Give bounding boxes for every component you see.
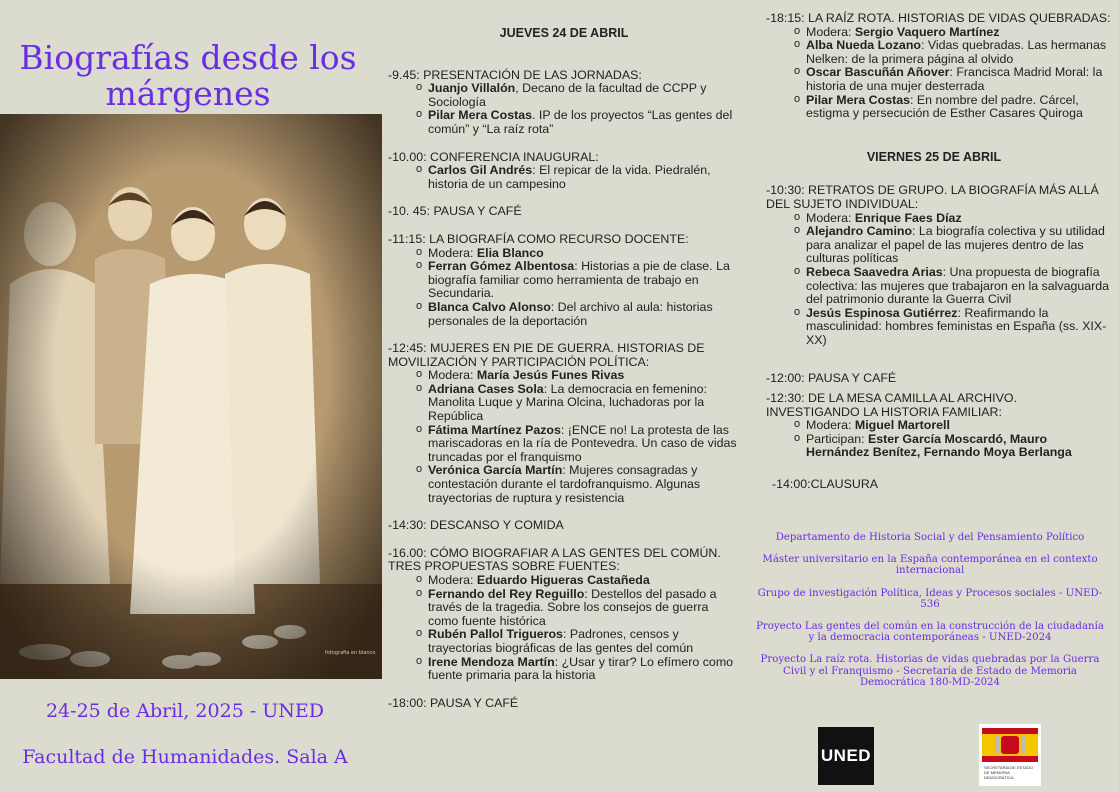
session-block: [388, 342, 740, 505]
speaker-list: [416, 164, 740, 191]
historical-photo: [0, 114, 382, 679]
session-block: [388, 697, 740, 711]
session-title: -14:30: DESCANSO Y COMIDA: [388, 518, 564, 533]
speaker-role: Modera:: [806, 418, 855, 433]
talk-title: : El repicar de la vida. Piedralén, historia de un campesino: [428, 163, 711, 191]
session-title: -12:00: PAUSA Y CAFÉ: [766, 371, 897, 386]
talk-title: : En nombre del padre. Cárcel, estigma y persecución de Esther Casares Quiroga: [806, 92, 1083, 121]
speaker-item: [416, 464, 740, 505]
speaker-item: [416, 109, 740, 136]
speaker-name: Verónica García Martín: [428, 463, 563, 478]
session-title: -18:15: LA RAÍZ ROTA. HISTORIAS DE VIDAS QUEBRADAS:: [766, 11, 1111, 25]
day-heading-thursday: JUEVES 24 DE ABRIL: [499, 26, 629, 40]
talk-title: : Una propuesta de biografía colectiva: las mujeres que trabajaron en la salvaguarda del patrimonio durante la Guerra Civil: [806, 264, 1110, 307]
speaker-item: [794, 225, 1112, 266]
event-venue: Facultad de Humanidades. Sala A: [22, 746, 348, 768]
talk-title: : ¡ENCE no! La protesta de las mariscadoras en la ría de Pontevedra. Un caso de vidas truncadas por el franquismo: [428, 422, 737, 464]
speaker-item: [416, 383, 740, 424]
speaker-role: Modera:: [428, 368, 477, 383]
speaker-item: [416, 164, 740, 191]
organizers: [752, 532, 1108, 699]
session-mesa-camilla: [766, 392, 1112, 460]
session-title: -12:45: MUJERES EN PIE DE GUERRA. HISTORIAS DE MOVILIZACIÓN Y PARTICIPACIÓN POLÍTICA:: [388, 341, 705, 369]
talk-title: : Destellos del pasado a través de la tragedia. Sobre los consejos de guerra como fuente histórica: [428, 586, 717, 628]
speaker-name: Enrique Faes Díaz: [854, 210, 962, 225]
speaker-role: Participan:: [806, 431, 868, 446]
speaker-item: [794, 39, 1112, 66]
session-pausa: [766, 372, 1112, 386]
government-logo-text: SECRETARÍA DE ESTADO DE MEMORIA DEMOCRÁTICA: [984, 765, 1033, 780]
speaker-item: [794, 433, 1112, 460]
session-block: [388, 69, 740, 137]
speaker-item: [794, 26, 1112, 40]
speaker-item: [794, 419, 1112, 433]
speaker-item: [416, 247, 740, 261]
talk-title: : ¿Usar y tirar? Lo efímero como fuente primaria para la historia: [428, 654, 734, 683]
organizer-line: Máster universitario en la España contemporánea en el contexto internacional: [762, 554, 1098, 577]
speaker-role: Modera:: [428, 245, 477, 260]
speaker-item: [416, 424, 740, 465]
speaker-name: María Jesús Funes Rivas: [476, 368, 625, 383]
program-column-2: [766, 12, 1112, 492]
speaker-name: Ester García Moscardó, Mauro Hernández Benítez, Fernando Moya Berlanga: [806, 431, 1072, 460]
uned-logo: UNED: [818, 727, 874, 785]
speaker-name: Fátima Martínez Pazos: [428, 422, 561, 437]
session-title: -14:00:CLAUSURA: [772, 477, 879, 492]
talk-title: : Vidas quebradas. Las hermanas Nelken: de la primera página al olvido: [806, 38, 1107, 66]
speaker-item: [416, 574, 740, 588]
speaker-item: [794, 307, 1112, 348]
speaker-list: [416, 574, 740, 683]
session-title: -11:15: LA BIOGRAFÍA COMO RECURSO DOCENTE:: [388, 231, 689, 246]
government-logo: [979, 724, 1041, 786]
organizer-line: Departamento de Historia Social y del Pensamiento Político: [775, 532, 1085, 543]
talk-title: : Padrones, censos y trayectorias biográficas de las gentes del común: [428, 627, 694, 655]
organizer-line: Proyecto Las gentes del común en la construcción de la ciudadanía y la democracia contemporáneas - UNED-2024: [756, 621, 1104, 644]
talk-title: : Reafirmando la masculinidad: hombres feministas en España (ss. XIX-XX): [806, 305, 1107, 347]
speaker-name: Rebeca Saavedra Arias: [806, 264, 943, 279]
day-heading-friday: VIERNES 25 DE ABRIL: [866, 149, 1002, 164]
speaker-item: [416, 656, 740, 683]
talk-title: : Historias a pie de clase. La biografía familiar como herramienta de trabajo en Secundaria.: [428, 259, 730, 301]
speaker-name: Alejandro Camino: [806, 224, 913, 239]
talk-title: : Mujeres consagradas y contestación durante el tardofranquismo. Algunas trayectorias de ruptura y resistencia: [428, 463, 701, 505]
session-title: -10:30: RETRATOS DE GRUPO. LA BIOGRAFÍA MÁS ALLÁ DEL SUJETO INDIVIDUAL:: [766, 183, 1099, 211]
speaker-name: Pilar Mera Costas: [428, 108, 532, 123]
session-title: -10. 45: PAUSA Y CAFÉ: [388, 204, 522, 219]
photo-caption: fotografia en blanco: [325, 650, 376, 656]
session-raiz-rota: [766, 12, 1112, 121]
speaker-list: [416, 247, 740, 329]
speaker-name: Irene Mendoza Martín: [428, 654, 555, 669]
speaker-item: [794, 266, 1112, 307]
speaker-list: [794, 419, 1112, 460]
speaker-name: Alba Nueda Lozano: [806, 38, 921, 53]
thursday-sessions: [388, 69, 740, 711]
session-title: -18:00: PAUSA Y CAFÉ: [388, 695, 519, 710]
speaker-name: Eduardo Higueras Castañeda: [476, 573, 650, 587]
speaker-item: [416, 301, 740, 328]
photo-illustration: [0, 114, 382, 679]
speaker-name: Sergio Vaquero Martínez: [854, 24, 1000, 39]
event-date: 24-25 de Abril, 2025 - UNED: [45, 700, 325, 722]
speaker-role: Modera:: [806, 210, 855, 225]
session-block: [388, 547, 740, 683]
speaker-list: [794, 212, 1112, 348]
session-block: [388, 233, 740, 328]
speaker-name: Carlos Gil Andrés: [428, 163, 533, 178]
speaker-item: [416, 82, 740, 109]
organizer-line: Grupo de investigación Política, Ideas y Procesos sociales - UNED-536: [757, 587, 1103, 610]
session-retratos: [766, 184, 1112, 347]
session-block: [388, 519, 740, 533]
session-title: -10.00: CONFERENCIA INAUGURAL:: [388, 149, 599, 164]
speaker-name: Jesús Espinosa Gutiérrez: [806, 305, 958, 320]
session-title: -12:30: DE LA MESA CAMILLA AL ARCHIVO. INVESTIGANDO LA HISTORIA FAMILIAR:: [766, 391, 1017, 419]
session-block: [388, 205, 740, 219]
speaker-item: [416, 588, 740, 629]
speaker-item: [794, 66, 1112, 93]
speaker-name: Oscar Bascuñán Añover: [806, 65, 950, 80]
talk-title: : Del archivo al aula: historias personales de la deportación: [428, 299, 713, 328]
speaker-name: Blanca Calvo Alonso: [428, 299, 551, 314]
talk-title: : La biografía colectiva y su utilidad para analizar el papel de las mujeres dentro de las culturas políticas: [806, 224, 1105, 266]
session-clausura: [772, 478, 1112, 492]
speaker-name: Fernando del Rey Reguillo: [428, 586, 585, 601]
speaker-item: [416, 369, 740, 383]
talk-title: : La democracia en femenino: Manolita Luque y Marina Olcina, luchadoras por la República: [428, 381, 707, 424]
speaker-role: Modera:: [428, 573, 477, 587]
speaker-item: [416, 628, 740, 655]
speaker-role: Modera:: [806, 24, 855, 39]
page-title: Biografías desde los márgenes: [19, 38, 357, 114]
speaker-item: [794, 212, 1112, 226]
talk-title: , Decano de la facultad de CCPP y Sociología: [428, 81, 707, 109]
speaker-name: Pilar Mera Costas: [806, 92, 910, 107]
speaker-item: [794, 94, 1112, 121]
speaker-name: Miguel Martorell: [854, 418, 950, 433]
speaker-item: [416, 260, 740, 301]
speaker-name: Rubén Pallol Trigueros: [428, 627, 563, 642]
speaker-name: Elia Blanco: [476, 245, 544, 260]
speaker-name: Ferran Gómez Albentosa: [428, 259, 575, 274]
session-block: [388, 151, 740, 192]
speaker-list: [794, 26, 1112, 121]
talk-title: : Francisca Madrid Moral: la historia de una mujer desterrada: [806, 65, 1103, 93]
speaker-list: [416, 369, 740, 505]
speaker-list: [416, 82, 740, 136]
session-title: -9.45: PRESENTACIÓN DE LAS JORNADAS:: [388, 67, 642, 82]
speaker-name: Adriana Cases Sola: [428, 381, 544, 396]
speaker-name: Juanjo Villalón: [428, 81, 516, 96]
session-title: -16.00: CÓMO BIOGRAFIAR A LAS GENTES DEL COMÚN. TRES PROPUESTAS SOBRE FUENTES:: [388, 545, 721, 574]
organizer-line: Proyecto La raíz rota. Historias de vidas quebradas por la Guerra Civil y el Franquismo - Secretaría de Estado de Memoria Democrática 180-MD-2024: [760, 654, 1100, 688]
talk-title: . IP de los proyectos “Las gentes del común” y “La raíz rota”: [428, 108, 733, 136]
program-column-1: [388, 27, 740, 710]
